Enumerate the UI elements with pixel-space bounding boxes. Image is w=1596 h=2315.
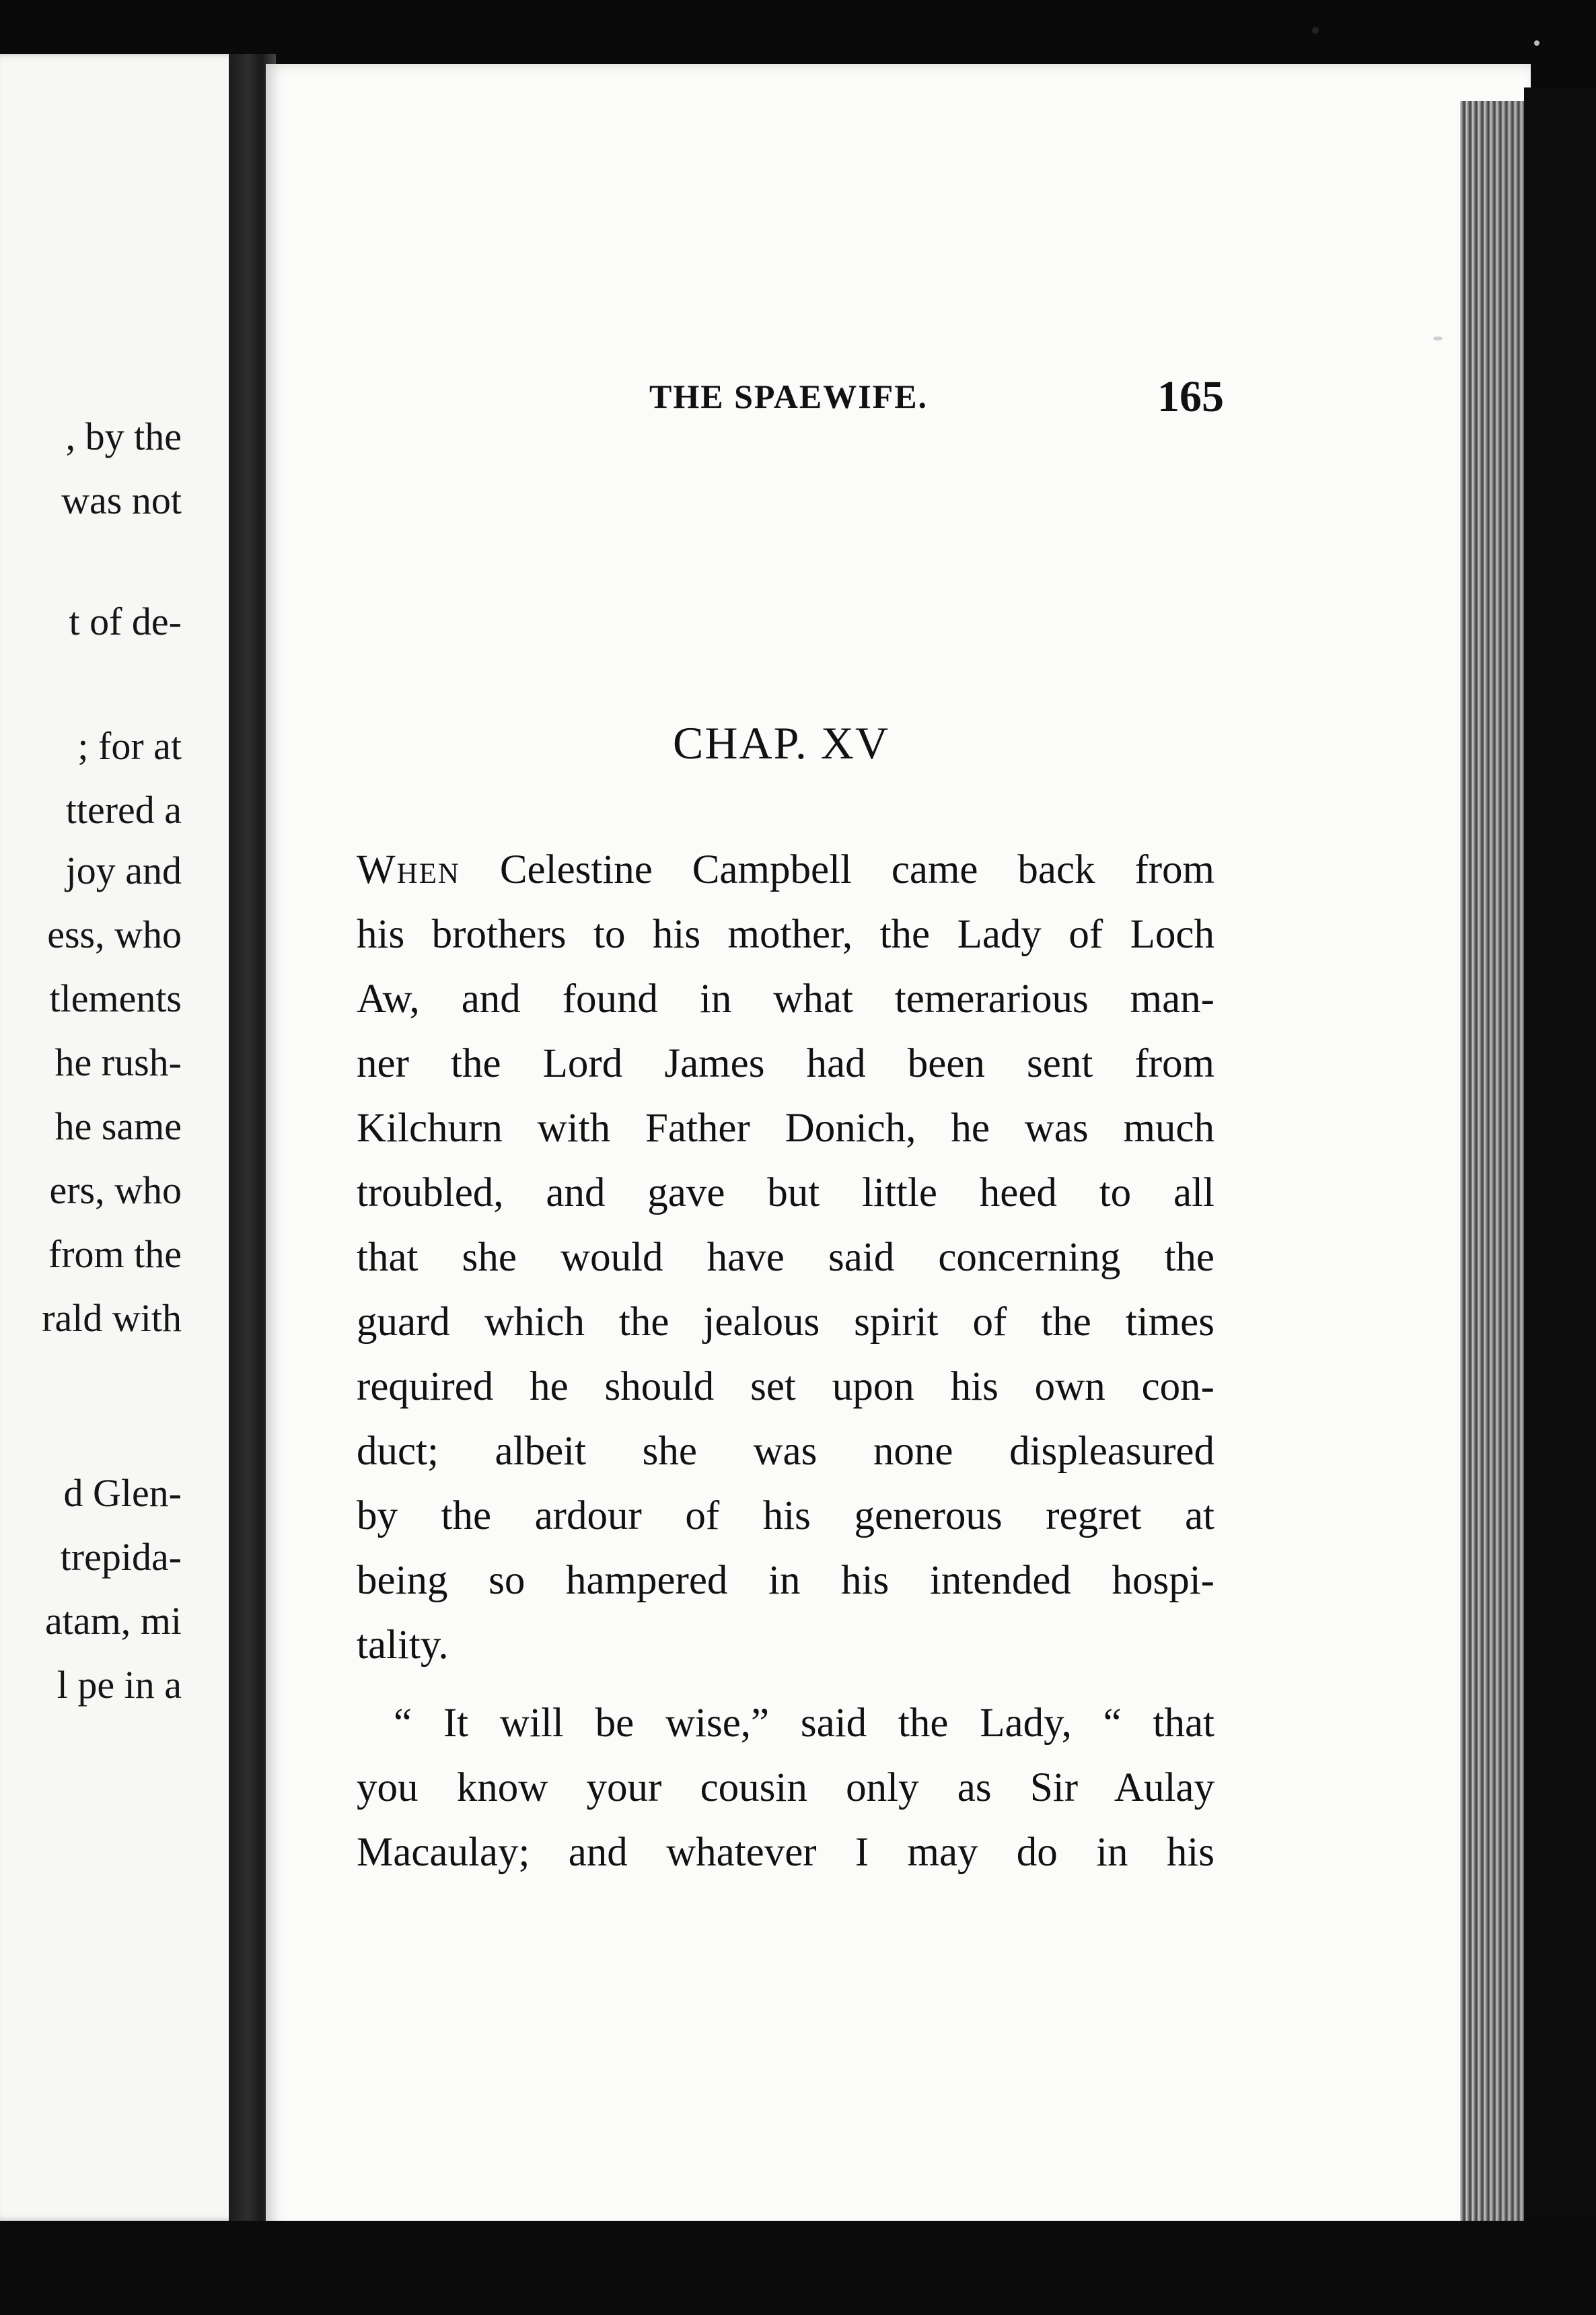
left-page-line: ; for at xyxy=(77,724,182,768)
drop-word: When xyxy=(357,847,460,892)
left-page-line: rald with xyxy=(42,1296,182,1340)
body-line: ner the Lord James had been sent from xyxy=(357,1041,1214,1086)
body-line xyxy=(357,849,1214,890)
left-page-line: he same xyxy=(55,1104,182,1148)
body-line: Macaulay; and whatever I may do in his xyxy=(357,1830,1214,1875)
dust-speck xyxy=(1534,40,1539,46)
running-head-title: THE SPAEWIFE. xyxy=(649,378,929,415)
left-page-line: , by the xyxy=(65,415,182,458)
bottom-background xyxy=(0,2221,1596,2315)
body-line: required he should set upon his own con- xyxy=(357,1364,1214,1409)
page-number: 165 xyxy=(1157,372,1224,421)
dust-speck xyxy=(1312,27,1319,34)
edge-shadow xyxy=(1524,87,1596,2315)
left-page-line: l pe in a xyxy=(57,1663,182,1707)
chapter-heading: CHAP. XV xyxy=(673,717,890,769)
left-page-line: atam, mi xyxy=(45,1599,182,1643)
left-page xyxy=(0,54,262,2221)
body-line: tality. xyxy=(357,1623,449,1668)
body-line: his brothers to his mother, the Lady of Loch xyxy=(357,912,1214,957)
body-line: by the ardour of his generous regret at xyxy=(357,1493,1214,1538)
left-page-line: d Glen- xyxy=(63,1471,182,1515)
left-page-line: from the xyxy=(48,1232,182,1276)
body-line-text: Celestine Campbell came back from xyxy=(499,847,1215,892)
body-line: being so hampered in his intended hospi- xyxy=(357,1558,1214,1603)
left-page-line: trepida- xyxy=(60,1535,182,1579)
left-page-line: ers, who xyxy=(49,1168,182,1212)
body-line: Kilchurn with Father Donich, he was much xyxy=(357,1106,1214,1151)
left-page-line: joy and xyxy=(65,849,182,892)
left-page-line: t of de- xyxy=(69,600,182,643)
body-line: that she would have said concerning the xyxy=(357,1235,1214,1280)
left-page-line: he rush- xyxy=(55,1040,182,1084)
body-line: guard which the jealous spirit of the times xyxy=(357,1299,1214,1345)
left-page-line: ttered a xyxy=(65,788,182,832)
left-page-line: tlements xyxy=(49,976,182,1020)
dust-speck xyxy=(1433,336,1443,341)
body-line: troubled, and gave but little heed to all xyxy=(357,1170,1214,1215)
body-line: you know your cousin only as Sir Aulay xyxy=(357,1765,1214,1810)
left-page-line: was not xyxy=(61,478,182,522)
body-line: duct; albeit she was none displeasured xyxy=(357,1429,1214,1474)
left-page-line: ess, who xyxy=(47,913,182,956)
body-line: “ It will be wise,” said the Lady, “ that xyxy=(394,1701,1214,1746)
body-line: Aw, and found in what temerarious man- xyxy=(357,976,1214,1022)
